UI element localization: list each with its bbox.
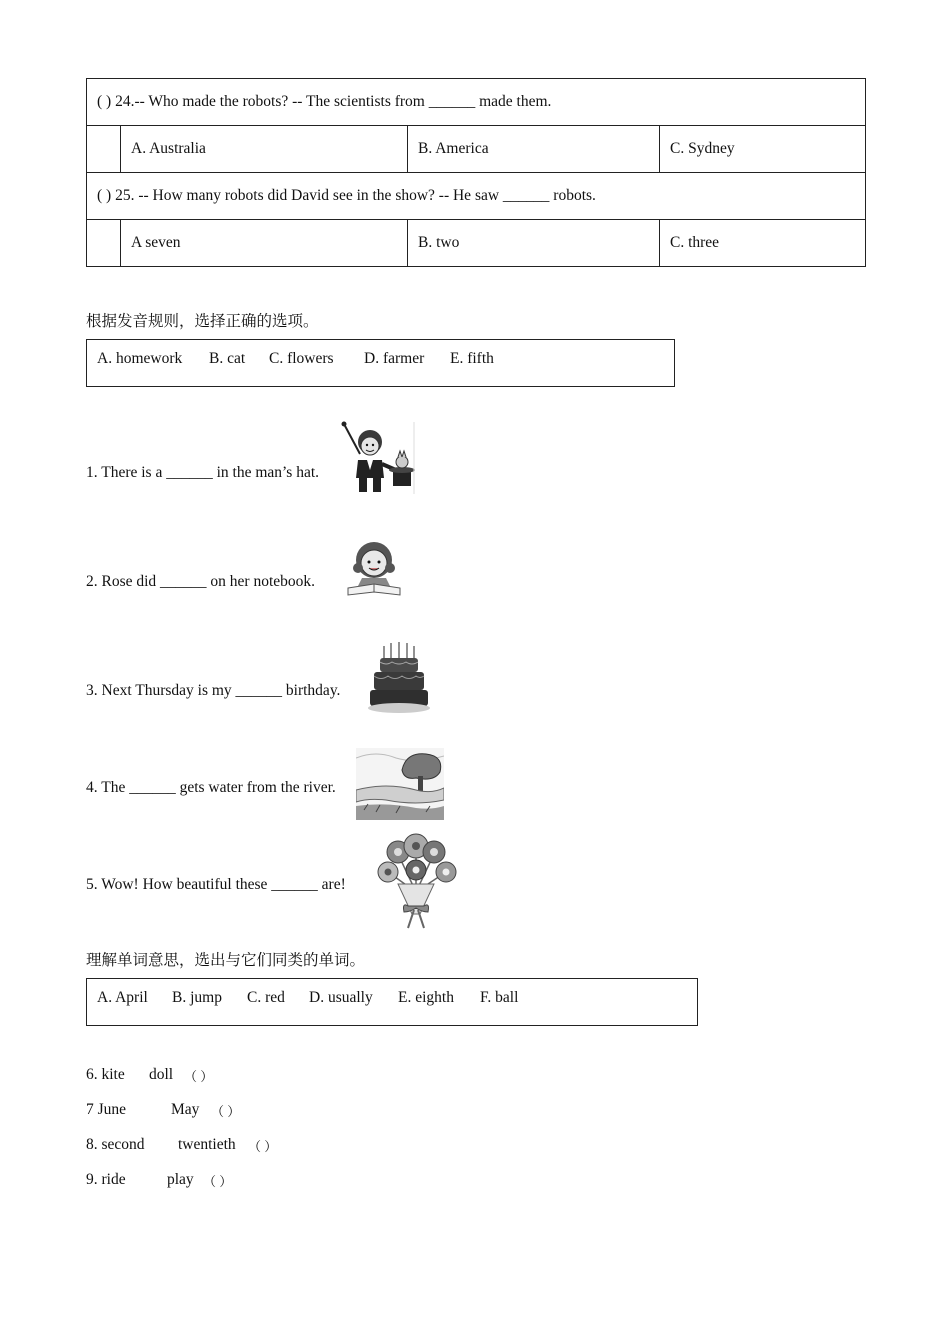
category-item-9 [86,1171,233,1189]
option-a[interactable]: A. Australia [121,126,408,173]
answer-blank[interactable]: （ ） [248,1139,278,1154]
word-option: B. cat [209,350,246,367]
option-c[interactable]: C. three [660,220,866,267]
sentence-3: 3. Next Thursday is my ______ birthday. [86,682,341,699]
word-option: C. flowers [269,350,334,367]
option-c[interactable]: C. Sydney [660,126,866,173]
item-word-2: doll [149,1066,174,1083]
blank-cell [87,126,121,173]
farm-river-icon [356,748,444,820]
multiple-choice-table [86,78,866,267]
sentence-4: 4. The ______ gets water from the river. [86,779,336,796]
section1-instruction: 根据发音规则，选择正确的选项。 [86,313,319,330]
word-bank-1 [86,339,675,387]
word-option: E. fifth [450,350,494,367]
item-word-2: play [167,1171,194,1188]
sentence-2: 2. Rose did ______ on her notebook. [86,573,316,590]
item-word-1: 6. kite [86,1066,125,1083]
category-item-7 [86,1101,241,1119]
word-option: D. usually [309,989,373,1006]
options-row [87,220,866,267]
sentence-5: 5. Wow! How beautiful these ______ are! [86,876,346,893]
option-b[interactable]: B. two [408,220,660,267]
item-word-2: May [171,1101,200,1118]
word-option: B. jump [172,989,222,1006]
answer-blank[interactable]: （ ） [211,1104,241,1119]
answer-blank[interactable]: （ ） [184,1069,214,1084]
item-word-2: twentieth [178,1136,236,1153]
word-option: F. ball [480,989,519,1006]
option-a[interactable]: A seven [121,220,408,267]
birthday-cake-icon [366,640,432,714]
word-option: C. red [247,989,285,1006]
magician-icon [340,420,418,496]
option-b[interactable]: B. America [408,126,660,173]
word-option: A. April [97,989,148,1006]
flower-bouquet-icon [368,832,464,930]
word-option: E. eighth [398,989,454,1006]
options-row [87,126,866,173]
category-item-6 [86,1066,214,1084]
answer-blank[interactable]: （ ） [203,1174,233,1189]
word-option: D. farmer [364,350,425,367]
section2-instruction: 理解单词意思，选出与它们同类的单词。 [86,952,366,969]
question-25: ( ) 25. -- How many robots did David see in the show? -- He saw ______ robots. [87,173,866,220]
question-row [87,173,866,220]
question-row [87,79,866,126]
word-bank-2 [86,978,698,1026]
item-word-1: 7 June [86,1101,127,1118]
category-item-8 [86,1136,278,1154]
question-24: ( ) 24.-- Who made the robots? -- The scientists from ______ made them. [87,79,866,126]
item-word-1: 8. second [86,1136,145,1153]
girl-reading-icon [344,538,404,598]
blank-cell [87,220,121,267]
word-option: A. homework [97,350,183,367]
sentence-1: 1. There is a ______ in the man’s hat. [86,464,320,481]
item-word-1: 9. ride [86,1171,126,1188]
